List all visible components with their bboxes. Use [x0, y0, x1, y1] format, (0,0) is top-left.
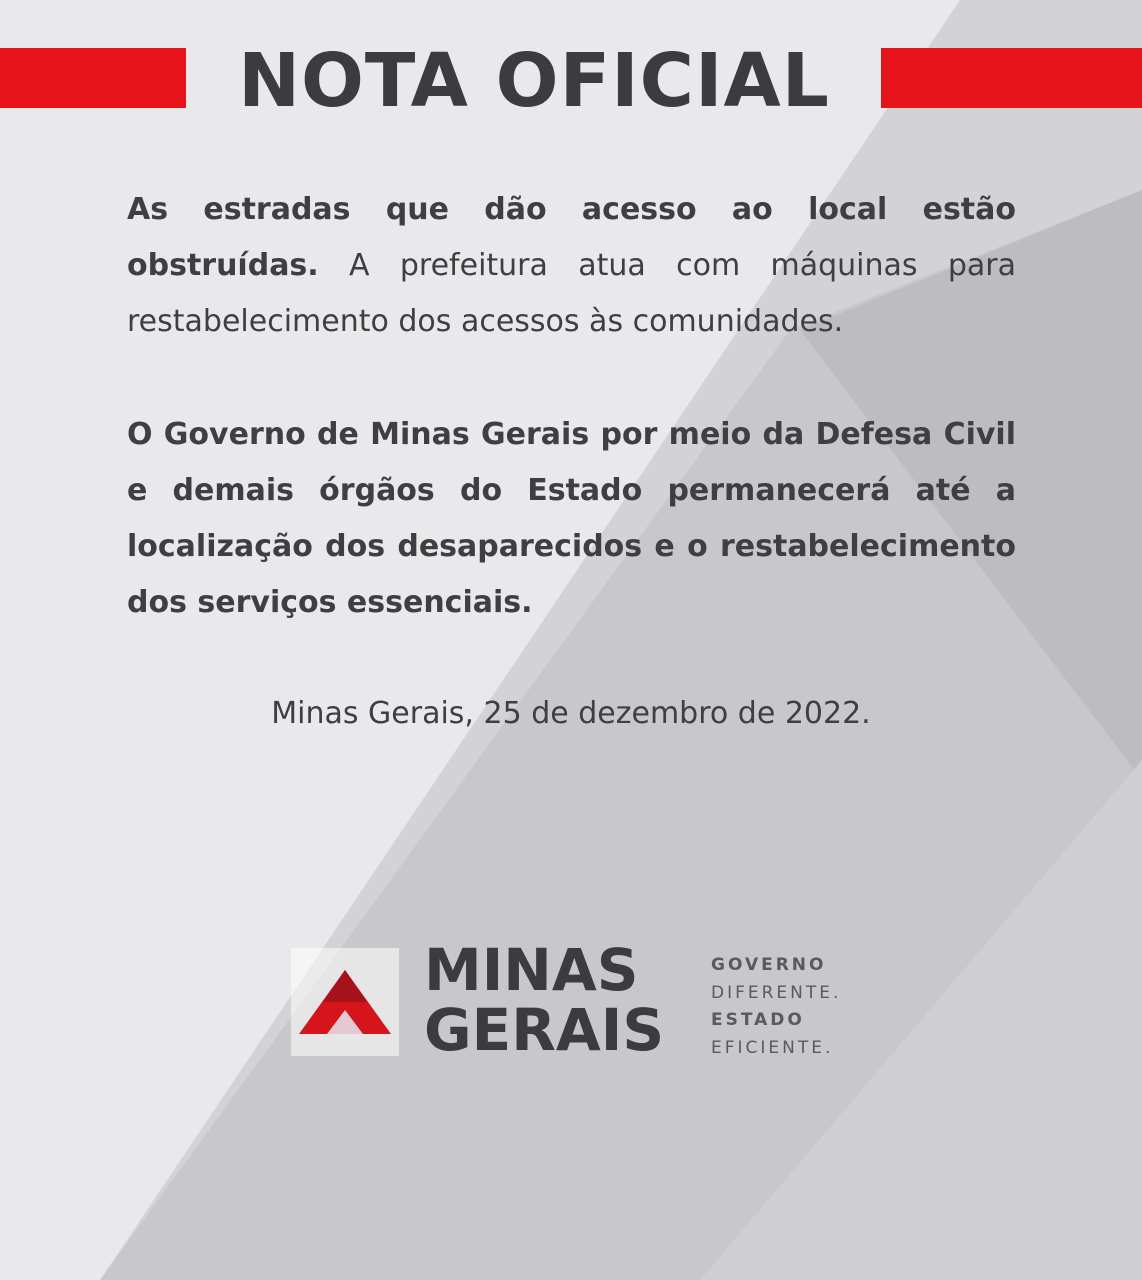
page-title: NOTA OFICIAL [238, 38, 830, 124]
triangle-mountain-icon [291, 948, 399, 1056]
tagline-line-4: EFICIENTE. [711, 1037, 834, 1058]
paragraph-government: O Governo de Minas Gerais por meio da Defesa Civil e demais órgãos do Estado permanecerá até a localização dos desaparecidos e o restabelecimento dos serviços essenciais. [127, 417, 1016, 620]
logo-tagline [711, 952, 841, 1062]
red-bar-left [0, 48, 186, 108]
header [0, 0, 1142, 160]
tagline-line-2: DIFERENTE. [711, 982, 842, 1003]
minas-gerais-logo [291, 936, 871, 1070]
logo-wordmark-line1: MINAS [424, 936, 639, 1004]
tagline-line-3: ESTADO [711, 1010, 805, 1030]
red-bar-right [881, 48, 1142, 108]
paragraph-roads-lead: As estradas que dão acesso ao local estão obstruídas. [127, 192, 1016, 283]
tagline-line-1: GOVERNO [711, 955, 827, 975]
paragraph-roads-rest: A prefeitura atua com máquinas para restabelecimento dos acessos às comunidades. [127, 248, 1016, 339]
paragraph-roads [127, 182, 1016, 350]
logo-wordmark [424, 936, 665, 1064]
date-line: Minas Gerais, 25 de dezembro de 2022. [271, 696, 871, 731]
logo-wordmark-line2: GERAIS [424, 996, 665, 1064]
